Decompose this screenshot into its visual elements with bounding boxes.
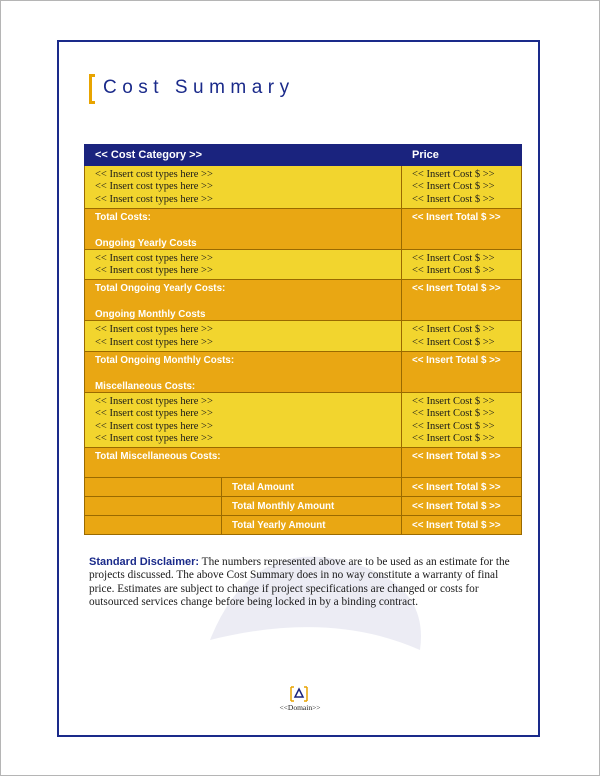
price-line: << Insert Cost $ >>	[412, 265, 495, 277]
grand-total-row	[85, 497, 522, 516]
price-list	[402, 393, 522, 448]
footer-domain: <<Domain>>	[279, 703, 321, 712]
grand-total-spacer	[85, 478, 222, 497]
grand-total-row	[85, 516, 522, 535]
total-label: Total Ongoing Yearly Costs:	[95, 283, 226, 295]
price-line: << Insert Cost $ >>	[412, 336, 495, 348]
price-line: << Insert Cost $ >>	[412, 408, 495, 420]
item-line: << Insert cost types here >>	[95, 432, 213, 444]
disclaimer-label: Standard Disclaimer:	[89, 556, 200, 568]
total-row	[85, 280, 522, 321]
item-list	[85, 321, 402, 352]
price-line: << Insert Cost $ >>	[412, 193, 495, 205]
table-header-row	[85, 145, 522, 166]
grand-total-label: Total Yearly Amount	[222, 516, 402, 535]
grand-total-value: << Insert Total $ >>	[402, 516, 522, 535]
item-line: << Insert cost types here >>	[95, 181, 213, 193]
items-row	[85, 393, 522, 448]
item-line: << Insert cost types here >>	[95, 324, 213, 336]
disclaimer-text: The numbers represented above are to be used as an estimate for the projects discussed. The above Cost Summary does in no way constitute a warranty of final price. Estimates are subject to change if project specifications are changed or costs for outsourced services change before being locked in by a binding contract.	[89, 556, 510, 609]
item-list	[85, 393, 402, 448]
items-row	[85, 321, 522, 352]
total-label: Total Ongoing Monthly Costs:	[95, 355, 235, 367]
company-logo-icon	[290, 686, 308, 702]
section-title: Ongoing Yearly Costs	[95, 237, 197, 249]
total-value: << Insert Total $ >>	[402, 448, 522, 478]
grand-total-value: << Insert Total $ >>	[402, 497, 522, 516]
total-cell	[85, 448, 402, 478]
price-line: << Insert Cost $ >>	[412, 420, 495, 432]
page-title: Cost Summary	[103, 77, 295, 98]
price-list	[402, 249, 522, 280]
item-line: << Insert cost types here >>	[95, 396, 213, 408]
item-line: << Insert cost types here >>	[95, 265, 213, 277]
item-line: << Insert cost types here >>	[95, 420, 213, 432]
total-cell	[85, 352, 402, 393]
cost-summary-table	[84, 144, 522, 535]
title-bracket-icon	[89, 74, 95, 104]
price-line: << Insert Cost $ >>	[412, 169, 495, 180]
total-cell	[85, 208, 402, 249]
items-row	[85, 249, 522, 280]
item-line: << Insert cost types here >>	[95, 252, 213, 264]
grand-total-spacer	[85, 497, 222, 516]
grand-total-row	[85, 478, 522, 497]
disclaimer	[89, 556, 519, 610]
price-line: << Insert Cost $ >>	[412, 432, 495, 444]
item-line: << Insert cost types here >>	[95, 408, 213, 420]
price-list	[402, 321, 522, 352]
item-list	[85, 166, 402, 209]
total-value: << Insert Total $ >>	[402, 352, 522, 393]
grand-total-label: Total Monthly Amount	[222, 497, 402, 516]
price-line: << Insert Cost $ >>	[412, 252, 495, 264]
total-label: Total Miscellaneous Costs:	[95, 451, 221, 463]
price-line: << Insert Cost $ >>	[412, 181, 495, 193]
price-line: << Insert Cost $ >>	[412, 396, 495, 408]
total-cell	[85, 280, 402, 321]
total-row	[85, 448, 522, 478]
item-line: << Insert cost types here >>	[95, 193, 213, 205]
header-price: Price	[402, 145, 522, 166]
total-row	[85, 208, 522, 249]
item-list	[85, 249, 402, 280]
price-list	[402, 166, 522, 209]
total-value: << Insert Total $ >>	[402, 208, 522, 249]
total-label: Total Costs:	[95, 211, 151, 223]
section-title: Ongoing Monthly Costs	[95, 309, 206, 321]
grand-total-value: << Insert Total $ >>	[402, 478, 522, 497]
grand-total-spacer	[85, 516, 222, 535]
grand-total-label: Total Amount	[222, 478, 402, 497]
price-line: << Insert Cost $ >>	[412, 324, 495, 336]
items-row	[85, 166, 522, 209]
item-line: << Insert cost types here >>	[95, 169, 213, 180]
header-category: << Cost Category >>	[85, 145, 402, 166]
total-row	[85, 352, 522, 393]
item-line: << Insert cost types here >>	[95, 336, 213, 348]
total-value: << Insert Total $ >>	[402, 280, 522, 321]
section-title: Miscellaneous Costs:	[95, 381, 196, 393]
